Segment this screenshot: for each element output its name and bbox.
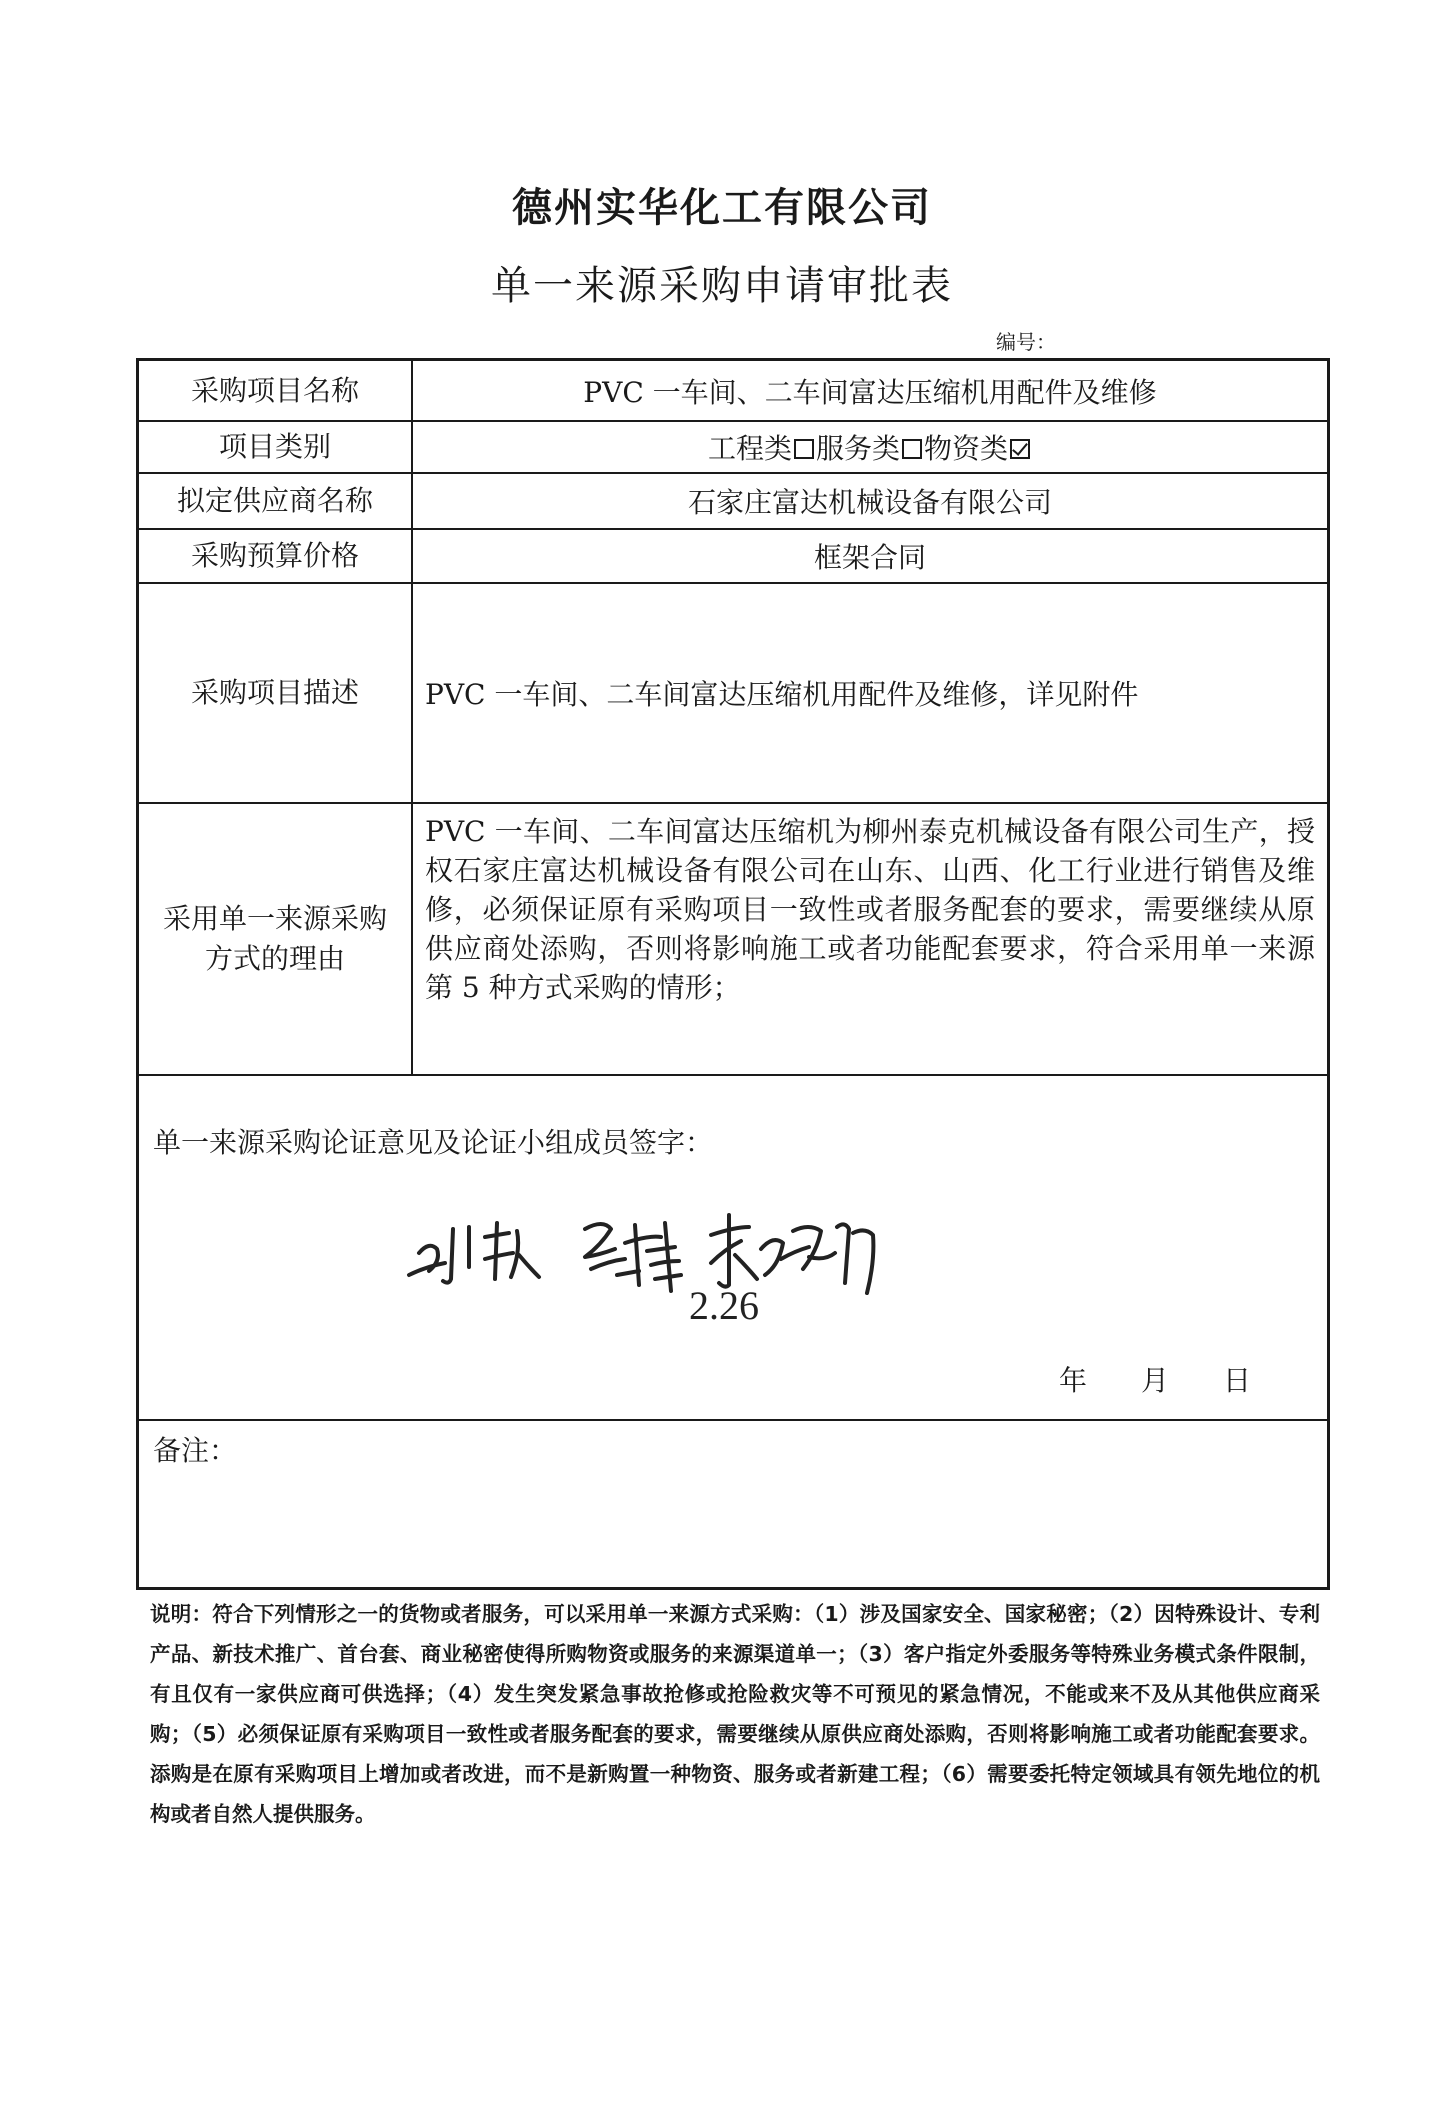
category-engineering-checkbox[interactable] [794,439,814,459]
day-label: 日 [1223,1364,1252,1397]
row-description [139,583,1327,803]
budget-label: 采购预算价格 [139,529,412,583]
remarks-divider [139,1419,1327,1421]
project-name-value: PVC 一车间、二车间富达压缩机用配件及维修 [412,361,1327,421]
instructions-note: 说明：符合下列情形之一的货物或者服务，可以采用单一来源方式采购：（1）涉及国家安全、国家秘密；（2）因特殊设计、专利产品、新技术推广、首台套、商业秘密使得所购物资或服务的来源渠道单一；（3）客户指定外委服务等特殊业务模式条件限制，有且仅有一家供应商可供选择；（4）发生突发紧急事故抢修或抢险救灾等不可预见的紧急情况，不能或来不及从其他供应商采购；（5）必须保证原有采购项目一致性或者服务配套的要求，需要继续从原供应商处添购，否则将影响施工或者功能配套要求。添购是在原有采购项目上增加或者改进，而不是新购置一种物资、服务或者新建工程；（6）需要委托特定领域具有领先地位的机构或者自然人提供服务。 [150,1602,1320,1826]
approval-form [136,358,1330,1590]
category-service-checkbox[interactable] [902,439,922,459]
remarks-label: 备注： [153,1434,238,1467]
supplier-value: 石家庄富达机械设备有限公司 [412,473,1327,529]
month-label: 月 [1141,1364,1170,1397]
reason-label: 采用单一来源采购方式的理由 [139,803,412,1075]
company-name: 德州实华化工有限公司 [512,185,932,231]
project-category-options [412,421,1327,473]
category-service-label: 服务类 [815,432,900,465]
row-budget [139,529,1327,583]
handwritten-signatures [389,1171,909,1321]
row-project-category [139,421,1327,473]
description-label: 采购项目描述 [139,583,412,803]
supplier-label: 拟定供应商名称 [139,473,412,529]
signature-date: 2.26 [689,1283,759,1321]
reason-value: PVC 一车间、二车间富达压缩机为柳州泰克机械设备有限公司生产，授权石家庄富达机械设备有限公司在山东、山西、化工行业进行销售及维修，必须保证原有采购项目一致性或者服务配套的要求，需要继续从原供应商处添购，否则将影响施工或者功能配套要求，符合采用单一来源第 5 种方式采购的情形； [412,803,1327,1075]
row-supplier [139,473,1327,529]
row-reason [139,803,1327,1075]
serial-number-label: 编号： [996,330,1056,354]
form-table [139,361,1327,1076]
project-name-label: 采购项目名称 [139,361,412,421]
category-materials-label: 物资类 [924,432,1009,465]
budget-value: 框架合同 [412,529,1327,583]
argument-title: 单一来源采购论证意见及论证小组成员签字： [153,1126,714,1159]
category-engineering-label: 工程类 [707,432,792,465]
date-line [1059,1359,1305,1399]
project-category-label: 项目类别 [139,421,412,473]
category-materials-checkbox[interactable] [1010,439,1030,459]
check-mark-icon [1012,439,1028,456]
year-label: 年 [1059,1364,1088,1397]
description-value: PVC 一车间、二车间富达压缩机用配件及维修，详见附件 [412,583,1327,803]
row-project-name [139,361,1327,421]
form-title: 单一来源采购申请审批表 [491,263,953,309]
